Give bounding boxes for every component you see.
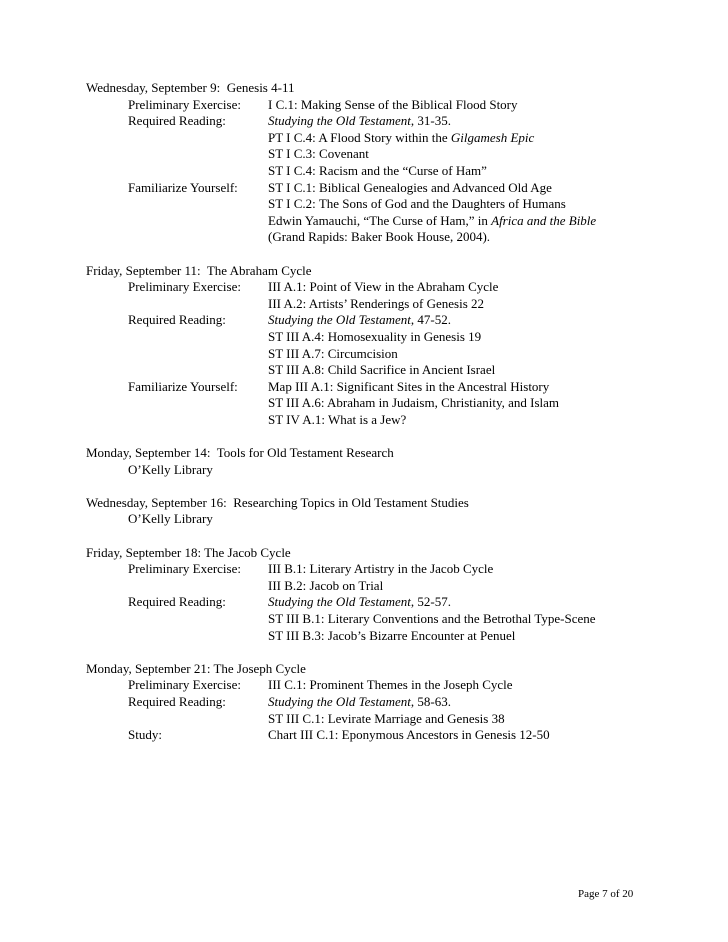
assignment-label: Preliminary Exercise: <box>128 96 241 112</box>
assignment-items <box>268 97 666 114</box>
session-heading: Wednesday, September 16: Researching Topics in Old Testament Studies <box>86 494 469 510</box>
assignment-group <box>86 561 666 594</box>
session-heading: Monday, September 21: The Joseph Cycle <box>86 660 306 676</box>
assignment-group <box>86 113 666 179</box>
assignment-item <box>268 379 666 396</box>
assignment-items <box>268 694 666 727</box>
document-body <box>86 80 666 760</box>
assignment-group <box>86 694 666 727</box>
schedule-session <box>86 445 666 478</box>
item-text: , 31-35. <box>410 113 451 129</box>
assignment-items <box>268 180 666 246</box>
assignment-group <box>86 594 666 644</box>
item-text: ST I C.1: Biblical Genealogies and Advanced Old Age <box>268 179 552 195</box>
item-text: ST III A.4: Homosexuality in Genesis 19 <box>268 328 482 344</box>
assignment-item <box>268 146 666 163</box>
assignment-item <box>268 711 666 728</box>
item-text: III C.1: Prominent Themes in the Joseph Cycle <box>268 677 513 693</box>
item-text: ST IV A.1: What is a Jew? <box>268 411 407 427</box>
assignment-label: Preliminary Exercise: <box>128 279 241 295</box>
assignment-label: Required Reading: <box>128 113 226 129</box>
assignment-items <box>268 677 666 694</box>
assignment-item <box>268 362 666 379</box>
schedule-session <box>86 661 666 744</box>
item-text: Edwin Yamauchi, “The Curse of Ham,” in <box>268 212 492 228</box>
assignment-item <box>268 163 666 180</box>
assignment-label: Preliminary Exercise: <box>128 561 241 577</box>
assignment-item <box>268 677 666 694</box>
item-text: , 52-57. <box>410 594 451 610</box>
assignment-items <box>268 279 666 312</box>
item-text: III B.1: Literary Artistry in the Jacob Cycle <box>268 561 494 577</box>
assignment-group <box>86 727 666 744</box>
assignment-group <box>86 279 666 312</box>
italic-title: Studying the Old Testament <box>268 312 411 328</box>
italic-title: Gilgamesh Epic <box>450 129 535 145</box>
assignment-group <box>86 379 666 429</box>
assignment-item <box>268 395 666 412</box>
assignment-label: Familiarize Yourself: <box>128 179 238 195</box>
session-location: O’Kelly Library <box>128 511 213 527</box>
item-text: III A.2: Artists’ Renderings of Genesis 22 <box>268 295 485 311</box>
assignment-item <box>268 130 666 147</box>
assignment-items <box>268 727 666 744</box>
item-text: ST III A.7: Circumcision <box>268 345 398 361</box>
italic-title: Africa and the Bible <box>491 212 597 228</box>
assignment-item <box>268 279 666 296</box>
assignment-item <box>268 196 666 213</box>
assignment-item <box>268 113 666 130</box>
assignment-label: Preliminary Exercise: <box>128 677 241 693</box>
assignment-label: Required Reading: <box>128 594 226 610</box>
page-number: Page 7 of 20 <box>578 888 634 900</box>
item-text: PT I C.4: A Flood Story within the <box>268 129 451 145</box>
assignment-items <box>268 379 666 429</box>
schedule-session <box>86 545 666 645</box>
item-text: ST III C.1: Levirate Marriage and Genesis 38 <box>268 710 505 726</box>
italic-title: Studying the Old Testament <box>268 113 411 129</box>
assignment-label: Required Reading: <box>128 312 226 328</box>
assignment-items <box>268 113 666 179</box>
assignment-item <box>268 97 666 114</box>
item-text: ST I C.3: Covenant <box>268 146 369 162</box>
assignment-label: Familiarize Yourself: <box>128 378 238 394</box>
item-text: ST I C.2: The Sons of God and the Daughters of Humans <box>268 196 566 212</box>
session-location: O’Kelly Library <box>128 461 213 477</box>
assignment-item <box>268 412 666 429</box>
session-heading: Wednesday, September 9: Genesis 4-11 <box>86 80 295 95</box>
assignment-items <box>268 594 666 644</box>
assignment-item <box>268 694 666 711</box>
item-text: Chart III C.1: Eponymous Ancestors in Genesis 12-50 <box>268 727 550 743</box>
assignment-items <box>268 312 666 378</box>
assignment-item <box>268 561 666 578</box>
session-heading: Monday, September 14: Tools for Old Testament Research <box>86 445 394 461</box>
assignment-label: Required Reading: <box>128 693 226 709</box>
assignment-item <box>268 213 666 230</box>
schedule-session <box>86 263 666 429</box>
item-text: I C.1: Making Sense of the Biblical Flood Story <box>268 96 518 112</box>
item-text: , 47-52. <box>410 312 451 328</box>
item-text: ST III A.6: Abraham in Judaism, Christianity, and Islam <box>268 395 560 411</box>
assignment-item <box>268 312 666 329</box>
item-text: III B.2: Jacob on Trial <box>268 577 384 593</box>
assignment-items <box>268 561 666 594</box>
assignment-group <box>86 312 666 378</box>
italic-title: Studying the Old Testament <box>268 594 411 610</box>
item-text: ST III A.8: Child Sacrifice in Ancient Israel <box>268 362 496 378</box>
assignment-group <box>86 180 666 246</box>
assignment-group <box>86 97 666 114</box>
item-text: ST III B.3: Jacob’s Bizarre Encounter at Penuel <box>268 627 516 643</box>
assignment-label: Study: <box>128 727 162 743</box>
item-text: III A.1: Point of View in the Abraham Cycle <box>268 279 499 295</box>
assignment-item <box>268 329 666 346</box>
schedule-session <box>86 495 666 528</box>
italic-title: Studying the Old Testament <box>268 693 411 709</box>
item-text: , 58-63. <box>410 693 451 709</box>
assignment-item <box>268 180 666 197</box>
schedule-session <box>86 80 666 246</box>
assignment-group <box>86 677 666 694</box>
item-text: ST I C.4: Racism and the “Curse of Ham” <box>268 162 487 178</box>
session-heading: Friday, September 11: The Abraham Cycle <box>86 262 312 278</box>
item-text: Map III A.1: Significant Sites in the Ancestral History <box>268 378 550 394</box>
assignment-item <box>268 727 666 744</box>
item-text: (Grand Rapids: Baker Book House, 2004). <box>268 229 491 245</box>
assignment-item <box>268 594 666 611</box>
session-heading: Friday, September 18: The Jacob Cycle <box>86 544 291 560</box>
assignment-item <box>268 296 666 313</box>
assignment-item <box>268 229 666 246</box>
assignment-item <box>268 611 666 628</box>
assignment-item <box>268 346 666 363</box>
assignment-item <box>268 628 666 645</box>
item-text: ST III B.1: Literary Conventions and the Betrothal Type-Scene <box>268 611 596 626</box>
assignment-item <box>268 578 666 595</box>
